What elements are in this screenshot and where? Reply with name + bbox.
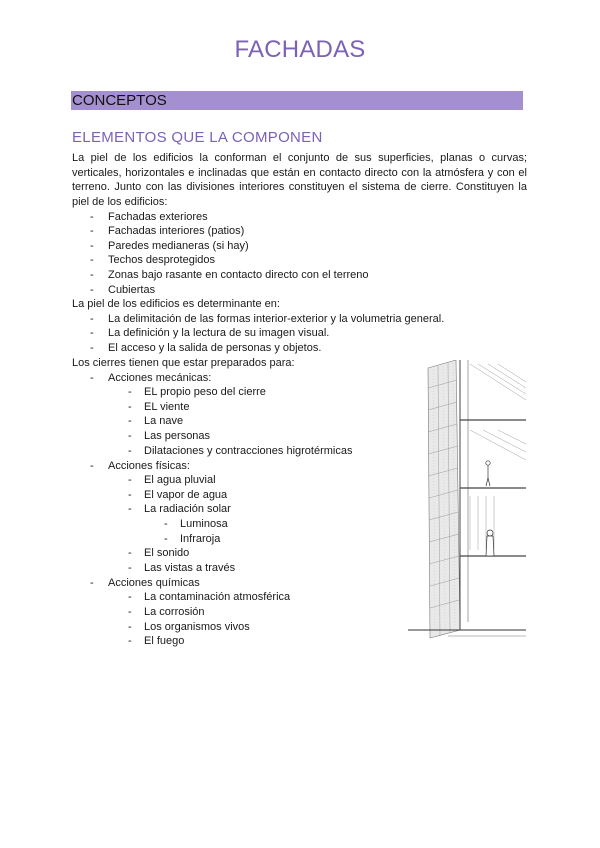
list-item: Fachadas interiores (patios) [108,225,245,237]
bullet-dash: - [128,562,132,574]
bullet-dash: - [90,254,94,266]
paragraph: La piel de los edificios es determinante en: [72,298,280,310]
bullet-dash: - [128,489,132,501]
list-item: El fuego [144,635,185,647]
list-item: La corrosión [144,606,205,618]
bullet-dash: - [128,503,132,515]
list-item: Paredes medianeras (si hay) [108,240,249,252]
list-item: La contaminación atmosférica [144,591,291,603]
bullet-dash: - [128,547,132,559]
section-bar-label: CONCEPTOS [72,92,167,109]
bullet-dash: - [164,518,168,530]
list-item: Luminosa [180,518,228,530]
subheading: ELEMENTOS QUE LA COMPONEN [72,129,323,146]
list-item: Las vistas a través [144,562,236,574]
bullet-dash: - [128,386,132,398]
list-item: EL propio peso del cierre [144,386,266,398]
paragraph: Los cierres tienen que estar preparados para: [72,357,295,369]
bullet-dash: - [90,327,94,339]
list-item: Acciones físicas: [108,460,190,472]
list-item: Las personas [144,430,211,442]
intro-line-3: terreno. Junto con las divisiones interiores constituyen el sistema de cierre. Constituyen la [72,181,527,193]
list-item: EL viente [144,401,190,413]
bullet-dash: - [90,269,94,281]
intro-line-1: La piel de los edificios la conforman el conjunto de sus superficies, planas o curvas; [72,152,527,164]
bullet-dash: - [128,430,132,442]
bullet-dash: - [90,342,94,354]
list-item: Techos desprotegidos [108,254,216,266]
section-bar [71,91,523,110]
bullet-dash: - [90,211,94,223]
bullet-dash: - [90,577,94,589]
bullet-dash: - [128,591,132,603]
list-item: Zonas bajo rasante en contacto directo con el terreno [108,269,369,281]
list-item: Fachadas exteriores [108,211,208,223]
bullet-dash: - [90,284,94,296]
bullet-dash: - [90,313,94,325]
intro-line-2: verticales, horizontales e inclinadas que están en contacto directo con la atmósfera y con el [72,167,527,179]
bullet-dash: - [128,635,132,647]
list-item: La radiación solar [144,503,231,515]
list-item: El agua pluvial [144,474,216,486]
list-item: El sonido [144,547,190,559]
page-title: FACHADAS [234,36,366,63]
bullet-dash: - [90,225,94,237]
list-item: La definición y la lectura de su imagen visual. [108,327,330,339]
bullet-dash: - [128,401,132,413]
facade-section-illustration [408,360,526,642]
list-item: Los organismos vivos [144,621,250,633]
list-item: Acciones mecánicas: [108,372,212,384]
bullet-dash: - [128,606,132,618]
intro-line-4: piel de los edificios: [72,196,168,208]
bullet-dash: - [90,240,94,252]
bullet-dash: - [90,460,94,472]
bullet-dash: - [128,621,132,633]
list-item: La nave [144,415,184,427]
list-item: Acciones químicas [108,577,200,589]
list-item: El acceso y la salida de personas y objetos. [108,342,322,354]
list-item: Infraroja [180,533,221,545]
bullet-dash: - [90,372,94,384]
list-item: El vapor de agua [144,489,228,501]
bullet-dash: - [164,533,168,545]
bullet-dash: - [128,445,132,457]
list-item: Cubiertas [108,284,156,296]
bullet-dash: - [128,415,132,427]
list-item: Dilataciones y contracciones higrotérmicas [144,445,353,457]
list-item: La delimitación de las formas interior-exterior y la volumetria general. [108,313,445,325]
bullet-dash: - [128,474,132,486]
